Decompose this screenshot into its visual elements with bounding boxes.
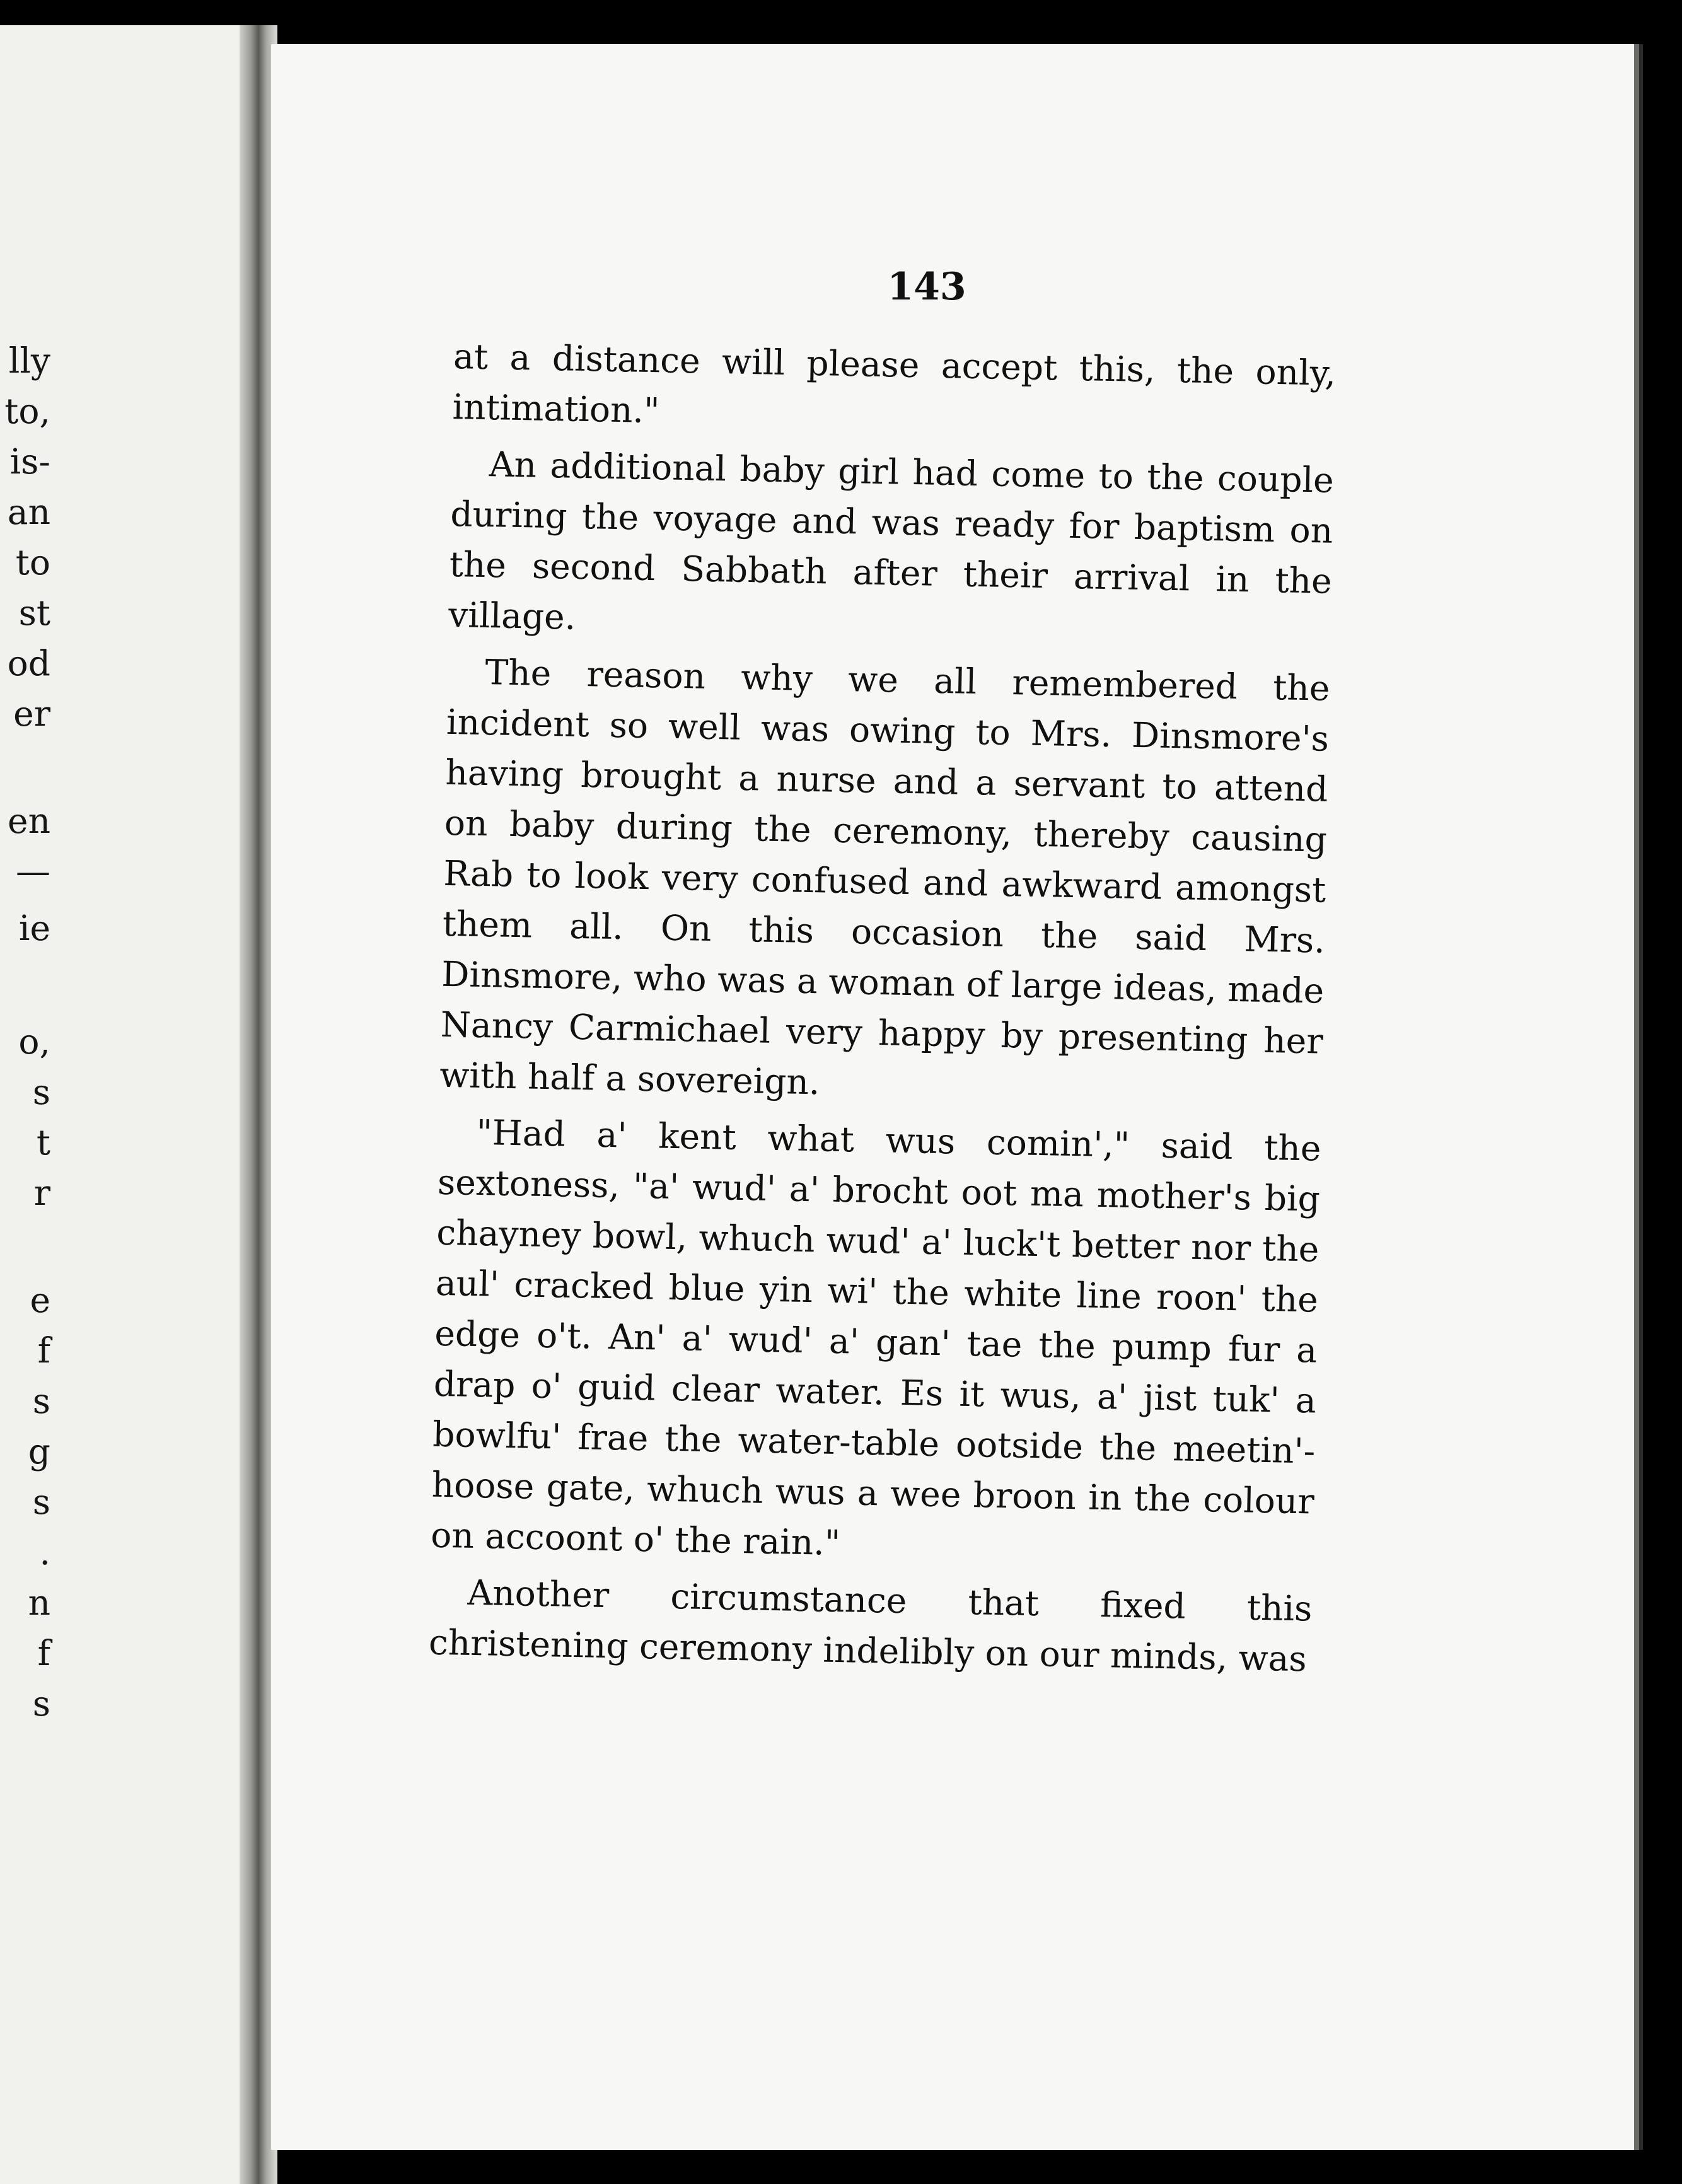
left-line-fragment: en: [8, 801, 50, 841]
left-line-fragment: s: [32, 1072, 50, 1112]
left-line-fragment: an: [7, 492, 50, 532]
paragraph: The reason why we all remembered the incident so well was owing to Mrs. Dinsmore's having brought a nurse and a servant to attend on baby during the ceremony, thereby causing Rab to look very confused and awkward amongst them all. On this occasion the said Mrs. Dinsmore, who was a woman of large ideas, made Nancy Carmichael very happy by presenting her with half a sovereign.: [439, 652, 1330, 1103]
left-line-fragment: f: [37, 1633, 50, 1673]
left-page: [0, 25, 255, 2184]
left-line-fragment: s: [32, 1482, 50, 1522]
left-line-fragment: to: [15, 542, 50, 583]
left-line-fragment: ie: [18, 908, 50, 948]
left-line-fragment: f: [37, 1330, 50, 1371]
left-line-fragment: r: [33, 1173, 50, 1213]
left-line-fragment: g: [28, 1431, 50, 1472]
left-line-fragment: to,: [4, 391, 50, 431]
left-line-fragment: s: [32, 1683, 50, 1724]
paragraph: "Had a' kent what wus comin'," said the sextoness, "a' wud' a' brocht oot ma mother's big chayney bowl, whuch wud' a' luck't better nor the aul' cracked blue yin wi' the white line roon' the edge o't. An' a' wud' a' gan' tae the pump fur a drap o' guid clear water. Es it wus, a' jist tuk' a bowlfu' frae the water-table ootside the meetin'-hoose gate, whuch wus a wee broon in the colour on accoont o' the rain.": [430, 1112, 1321, 1564]
left-line-fragment: t: [36, 1122, 50, 1163]
left-line-fragment: —: [16, 851, 50, 892]
page-number: 143: [887, 265, 966, 309]
paragraph: An additional baby girl had come to the couple during the voyage and was ready for baptism on the second Sabbath after their arrival in the village.: [448, 444, 1335, 637]
body-text: [428, 331, 1337, 1690]
left-line-fragment: is-: [9, 441, 50, 482]
left-line-fragment: er: [13, 694, 50, 734]
left-line-fragment: o,: [18, 1021, 50, 1062]
left-line-fragment: n: [28, 1583, 50, 1623]
left-line-fragment: st: [18, 593, 50, 633]
paragraph: Another circumstance that fixed this christening ceremony indelibly on our minds, was: [428, 1572, 1313, 1680]
left-line-fragment: .: [39, 1532, 50, 1572]
left-line-fragment: lly: [8, 340, 50, 381]
paragraph: at a distance will please accept this, the only, intimation.": [452, 335, 1337, 431]
left-line-fragment: od: [7, 643, 50, 683]
left-line-fragment: e: [30, 1280, 50, 1320]
left-line-fragment: s: [32, 1381, 50, 1421]
